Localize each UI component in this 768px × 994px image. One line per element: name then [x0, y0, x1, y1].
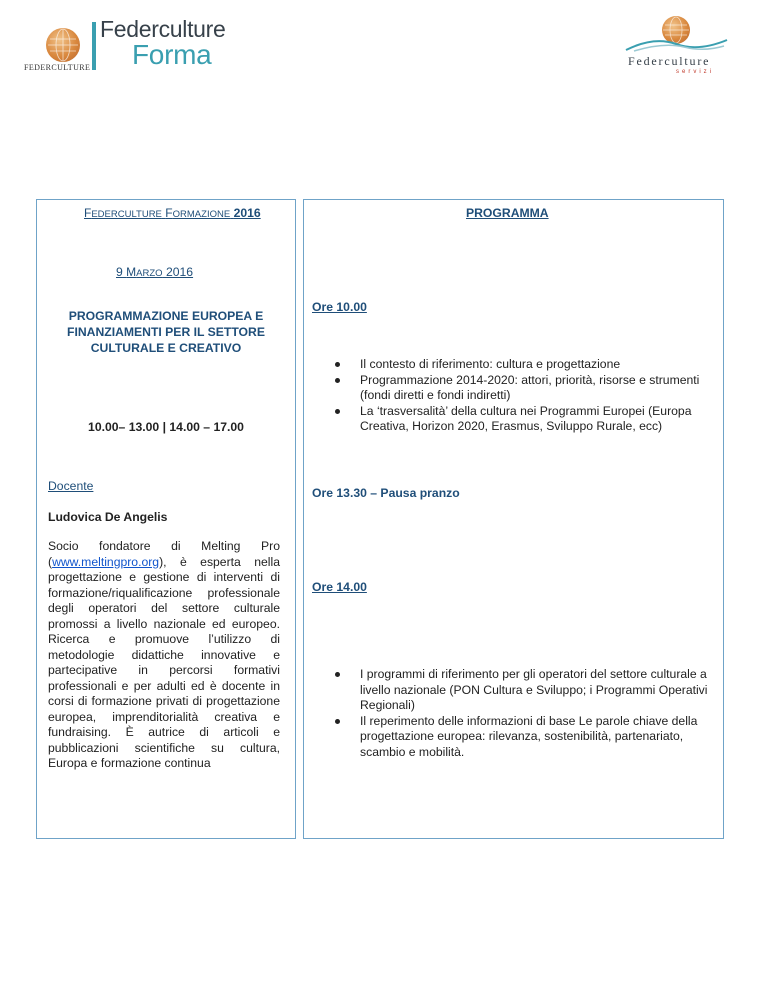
logo-name: Federculture — [628, 54, 711, 68]
list-item: I programmi di riferimento per gli operatori del settore culturale a livello nazionale (PON Cultura e Sviluppo; i Programmi Operativi Regionali) — [312, 667, 716, 714]
logo-title-forma: Forma — [132, 39, 212, 70]
list-item: Il reperimento delle informazioni di base Le parole chiave della progettazione europea: rilevanza, sostenibilità, partenariato, scambio e mobilità. — [312, 714, 716, 761]
globe-icon — [46, 28, 80, 62]
teacher-bio: Socio fondatore di Melting Pro (www.meltingpro.org), è esperta nella progettazione e gestione di interventi di formazione/riqualificazione professionale degli operatori del settore culturale promossi a livello nazionale ed europeo. Ricerca e promuove l’utilizzo di metodologie didattiche innovative e partecipative in percorsi formativi professionali e per adulti ed è docente in corsi di formazione privati di progettazione europea, imprenditorialità creativa e fundraising. È autrice di articoli e pubblicazioni scientifiche su cultura, Europa e formazione continua — [48, 539, 280, 770]
session-morning-list — [312, 357, 716, 435]
hills-icon — [624, 34, 729, 52]
session-afternoon-list — [312, 667, 716, 760]
course-title-line-3: CULTURALE E CREATIVO — [90, 341, 242, 355]
course-title-line-2: FINANZIAMENTI PER IL SETTORE — [67, 325, 265, 339]
logo-subtitle: servizi — [676, 69, 715, 75]
program-heading: PROGRAMMA — [466, 206, 549, 220]
federculture-small-label: FEDERCULTURE — [24, 63, 91, 72]
bullet-icon — [335, 378, 340, 383]
bullet-icon — [335, 672, 340, 677]
logo-title-federculture: Federculture — [100, 16, 226, 42]
list-item: Programmazione 2014-2020: attori, priorità, risorse e strumenti (fondi diretti e fondi indiretti) — [312, 373, 716, 404]
federculture-servizi-logo — [624, 14, 729, 76]
teacher-label: Docente — [48, 479, 94, 493]
session-morning-time: Ore 10.00 — [312, 300, 367, 314]
list-item: La ‘trasversalità’ della cultura nei Programmi Europei (Europa Creativa, Horizon 2020, Erasmus, Sviluppo Rurale, ecc) — [312, 404, 716, 435]
bullet-icon — [335, 409, 340, 414]
course-series-heading: FEDERCULTURE FORMAZIONE 2016 — [84, 206, 261, 220]
logo-divider — [92, 22, 96, 70]
federculture-forma-logo — [20, 8, 226, 78]
bullet-icon — [335, 719, 340, 724]
session-afternoon-time: Ore 14.00 — [312, 580, 367, 594]
teacher-name: Ludovica De Angelis — [48, 510, 168, 524]
list-item: Il contesto di riferimento: cultura e progettazione — [312, 357, 716, 373]
course-date: 9 MARZO 2016 — [116, 265, 194, 279]
course-schedule: 10.00– 13.00 | 14.00 – 17.00 — [88, 420, 244, 434]
bullet-icon — [335, 362, 340, 367]
lunch-break: Ore 13.30 – Pausa pranzo — [312, 486, 460, 500]
course-title-line-1: PROGRAMMAZIONE EUROPEA E — [68, 309, 264, 323]
meltingpro-link[interactable]: www.meltingpro.org — [52, 554, 160, 569]
